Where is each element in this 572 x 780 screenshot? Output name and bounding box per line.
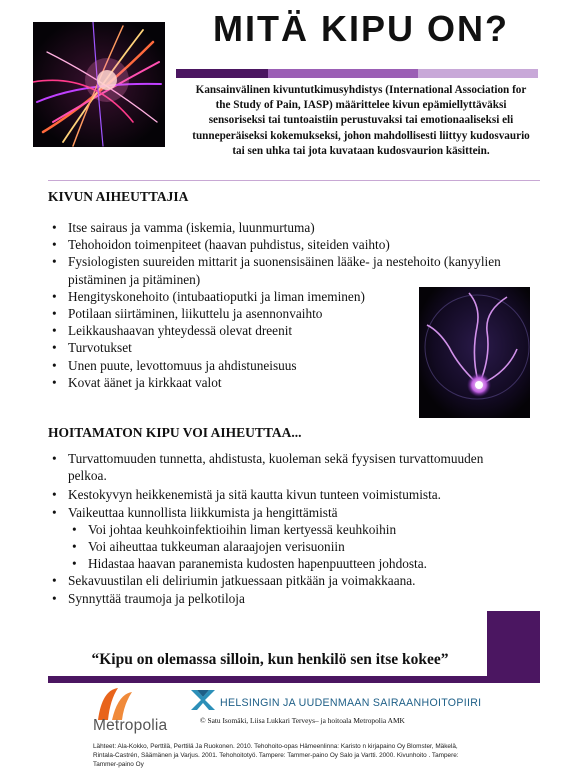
intro-paragraph: Kansainvälinen kivuntutkimusyhdistys (International Association for the Study of Pain, IASP) määrittelee kivun epämiellyttäväksi sensoriseksi tai tuntoaistiin perustuvaksi tai emotionaaliseksi eli tunneperäiseksi kokemukseksi, johon mahdollisesti liittyy kudosvaurio tai sen uhka tai jota kuvataan kudosvaurion käsittein.: [192, 84, 530, 157]
header-stripe: [176, 69, 538, 78]
list-item: • Itse sairaus ja vamma (iskemia, luunmurtuma): [52, 220, 315, 235]
pain-quote: “Kipu on olemassa silloin, kun henkilö sen itse kokee”: [91, 651, 449, 668]
page-title: MITÄ KIPU ON?: [213, 8, 509, 49]
list-item: • Sekavuustilan eli deliriumin jatkuessaan pitkään ja voimakkaana.: [52, 573, 416, 589]
list-item: • Kovat äänet ja kirkkaat valot: [52, 374, 222, 390]
list-item: • Leikkaushaavan yhteydessä olevat dreenit: [52, 323, 293, 339]
sub-list-container: [68, 521, 516, 573]
section-heading-causes: KIVUN AIHEUTTAJIA: [48, 189, 189, 204]
sub-list-item: • Voi aiheuttaa tukkeuman alaraajojen verisuoniin: [72, 539, 345, 555]
abstract-light-image: [33, 22, 165, 147]
metropolia-logo-text: Metropolia: [93, 717, 168, 734]
list-item: • Tehohoidon toimenpiteet (haavan puhdistus, siteiden vaihto): [52, 237, 390, 253]
sub-list-item: • Voi johtaa keuhkoinfektioihin liman kertyessä keuhkoihin: [72, 521, 397, 537]
consequences-list: [52, 450, 516, 607]
list-item: • Turvotukset: [52, 340, 132, 356]
footer-bar: [48, 676, 540, 683]
hus-organization-name: HELSINGIN JA UUDENMAAN SAIRAANHOITOPIIRI: [220, 697, 482, 709]
divider: [48, 180, 540, 181]
list-item: • Kestokyvyn heikkenemistä ja sitä kautta kivun tunteen voimistumista.: [52, 487, 441, 503]
copyright-text: © Satu Isomäki, Liisa Lukkari Terveys– ja hoitoala Metropolia AMK: [200, 716, 405, 725]
references-text: Lähteet: Ala-Kokko, Perttilä, Perttilä Ja Ruokonen. 2010. Tehohoito-opas Hämeenlinna: Karisto n kirjapaino Oy Blomster, Mäkelä, Rintala-Castrén, Säämänen ja Varjus. 2001. Tehohoitotyö. Tampere: Tammer-paino Oy Salo ja Vartti. 2000. Kivunhoito . Tampere: Tammer-paino Oy: [93, 743, 459, 768]
list-item: • Fysiologisten suureiden mittarit ja suonensisäinen lääke- ja nestehoito (kanyylien pistäminen ja pitäminen): [52, 254, 501, 287]
section-heading-untreated-pain: HOITAMATON KIPU VOI AIHEUTTAA...: [48, 425, 302, 440]
list-item: • Vaikeuttaa kunnollista liikkumista ja hengittämistä: [52, 504, 338, 520]
list-item: • Unen puute, levottomuus ja ahdistuneisuus: [52, 357, 297, 373]
sub-list: [68, 521, 516, 573]
list-item: • Hengityskonehoito (intubaatioputki ja liman imeminen): [52, 288, 365, 304]
hus-cross-icon: [189, 688, 217, 712]
list-item: • Synnyttää traumoja ja pelkotiloja: [52, 590, 245, 606]
sub-list-item: • Hidastaa haavan paranemista kudosten hapenpuutteen johdosta.: [72, 556, 427, 572]
list-item: • Potilaan siirtäminen, liikuttelu ja asennonvaihto: [52, 306, 323, 322]
list-item: • Turvattomuuden tunnetta, ahdistusta, kuoleman sekä fyysisen turvattomuuden pelkoa.: [52, 451, 484, 484]
plasma-ball-image: [419, 287, 530, 418]
